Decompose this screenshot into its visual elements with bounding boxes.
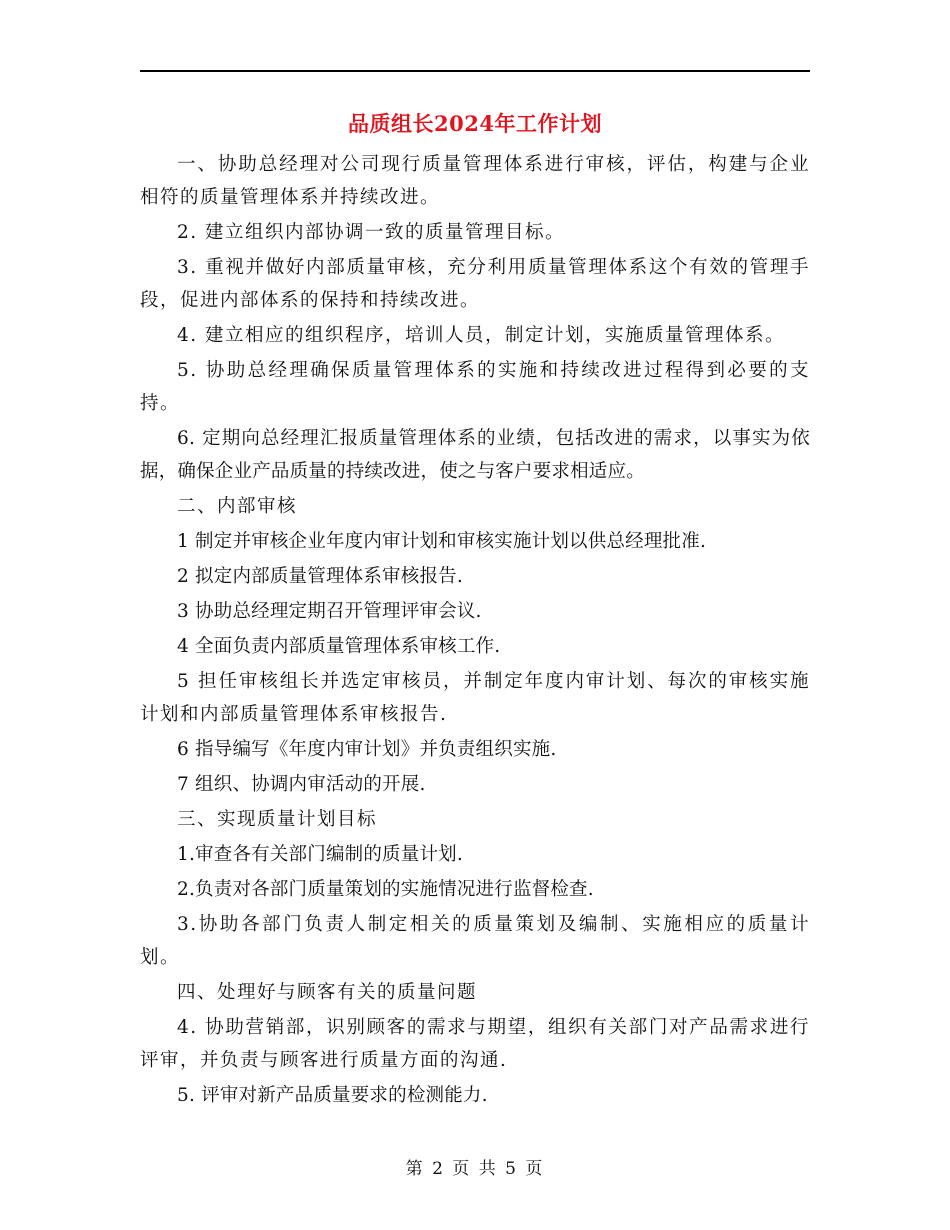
header-rule — [140, 70, 810, 72]
paragraph-plan-3: 3.协助各部门负责人制定相关的质量策划及编制、实施相应的质量计划。 — [140, 914, 810, 968]
paragraph-3: 3. 重视并做好内部质量审核，充分利用质量管理体系这个有效的管理手段，促进内部体系的保持和持续改进。 — [140, 257, 810, 311]
section-heading-customer-quality: 四、处理好与顾客有关的质量问题 — [177, 982, 478, 1003]
paragraph-4: 4. 建立相应的组织程序，培训人员，制定计划，实施质量管理体系。 — [177, 325, 786, 346]
paragraph-plan-2: 2.负责对各部门质量策划的实施情况进行监督检查. — [177, 879, 594, 900]
paragraph-audit-3: 3 协助总经理定期召开管理评审会议. — [177, 601, 482, 622]
paragraph-audit-1: 1 制定并审核企业年度内审计划和审核实施计划以供总经理批准. — [177, 531, 707, 552]
document-title: 品质组长2024年工作计划 — [348, 111, 602, 136]
paragraph-audit-6: 6 指导编写《年度内审计划》并负责组织实施. — [177, 739, 557, 760]
paragraph-1: 一、协助总经理对公司现行质量管理体系进行审核，评估，构建与企业相符的质量管理体系并持续改进。 — [140, 154, 810, 208]
document-body — [140, 148, 810, 1114]
paragraph-customer-4: 4. 协助营销部，识别顾客的需求与期望，组织有关部门对产品需求进行评审，并负责与顾客进行质量方面的沟通. — [140, 1017, 810, 1071]
paragraph-plan-1: 1.审查各有关部门编制的质量计划. — [177, 844, 463, 865]
paragraph-audit-2: 2 拟定内部质量管理体系审核报告. — [177, 566, 463, 587]
paragraph-audit-7: 7 组织、协调内审活动的开展. — [177, 774, 426, 795]
paragraph-6: 6. 定期向总经理汇报质量管理体系的业绩，包括改进的需求，以事实为依据，确保企业产品质量的持续改进，使之与客户要求相适应。 — [140, 428, 810, 482]
paragraph-audit-5: 5 担任审核组长并选定审核员，并制定年度内审计划、每次的审核实施计划和内部质量管理体系审核报告. — [140, 671, 810, 725]
section-heading-internal-audit: 二、内部审核 — [177, 496, 298, 517]
page-number: 第 2 页 共 5 页 — [405, 1159, 545, 1179]
paragraph-2: 2. 建立组织内部协调一致的质量管理目标。 — [177, 222, 566, 243]
paragraph-customer-5: 5. 评审对新产品质量要求的检测能力. — [177, 1085, 488, 1106]
paragraph-5: 5. 协助总经理确保质量管理体系的实施和持续改进过程得到必要的支持。 — [140, 360, 810, 414]
section-heading-quality-plan: 三、实现质量计划目标 — [177, 809, 378, 830]
paragraph-audit-4: 4 全面负责内部质量管理体系审核工作. — [177, 636, 501, 657]
